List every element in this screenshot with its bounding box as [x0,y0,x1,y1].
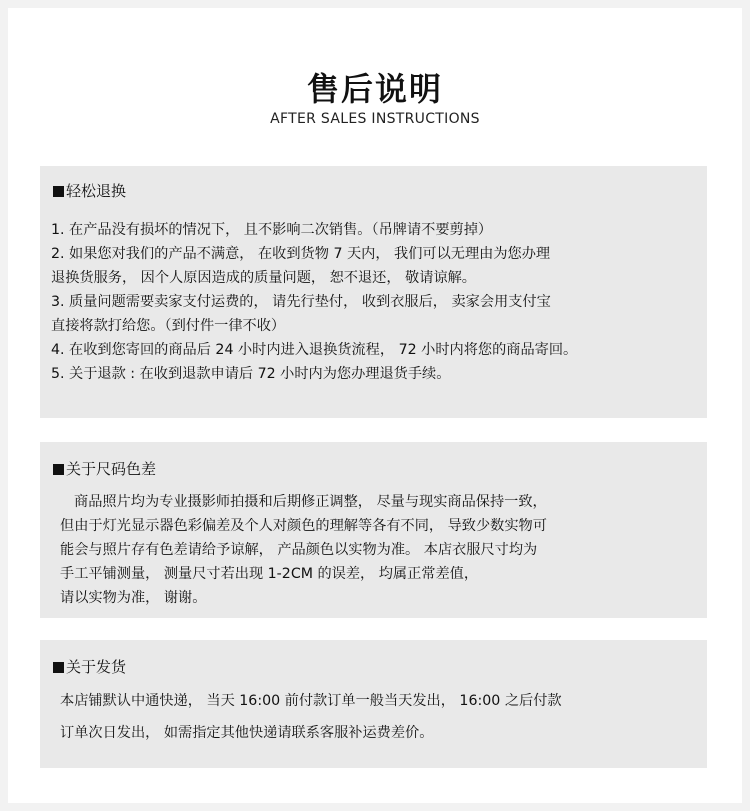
text-line: 订单次日发出， 如需指定其他快递请联系客服补运费差价。 [60,725,434,741]
square-bullet-icon [53,186,64,197]
section-easy-return [40,166,707,418]
section-heading-text: 轻松退换 [66,182,127,200]
text-line: 退换货服务， 因个人原因造成的质量问题， 恕不退还， 敬请谅解。 [51,270,476,286]
section-heading [53,656,126,677]
text-line: 2. 如果您对我们的产品不满意， 在收到货物 7 天内， 我们可以无理由为您办理 [51,246,551,262]
section-heading [53,180,126,201]
square-bullet-icon [53,662,64,673]
text-line: 4. 在收到您寄回的商品后 24 小时内进入退换货流程， 72 小时内将您的商品寄回。 [51,342,578,358]
text-line: 商品照片均为专业摄影师拍摄和后期修正调整， 尽量与现实商品保持一致， [74,494,547,510]
page-title: 售后说明 [306,70,443,108]
text-line: 但由于灯光显示器色彩偏差及个人对颜色的理解等各有不同， 导致少数实物可 [60,518,547,534]
text-line: 本店铺默认中通快递， 当天 16:00 前付款订单一般当天发出， 16:00 之后付款 [60,693,562,709]
section-heading-text: 关于发货 [66,658,127,676]
section-heading [53,458,156,479]
text-line: 1. 在产品没有损坏的情况下， 且不影响二次销售。（吊牌请不要剪掉） [51,222,493,238]
section-heading-text: 关于尺码色差 [66,460,157,478]
square-bullet-icon [53,464,64,475]
section-size-color [40,442,707,618]
text-line: 5. 关于退款 : 在收到退款申请后 72 小时内为您办理退货手续。 [51,366,451,382]
text-line: 能会与照片存有色差请给予谅解， 产品颜色以实物为准。 本店衣服尺寸均为 [60,542,538,558]
text-line: 3. 质量问题需要卖家支付运费的， 请先行垫付， 收到衣服后， 卖家会用支付宝 [51,294,551,310]
text-line: 手工平铺测量， 测量尺寸若出现 1-2CM 的误差， 均属正常差值， [60,566,479,582]
text-line: 请以实物为准， 谢谢。 [60,590,207,606]
page-subtitle: AFTER SALES INSTRUCTIONS [270,111,480,127]
text-line: 直接将款打给您。（到付件一律不收） [51,318,286,334]
section-shipping [40,640,707,768]
